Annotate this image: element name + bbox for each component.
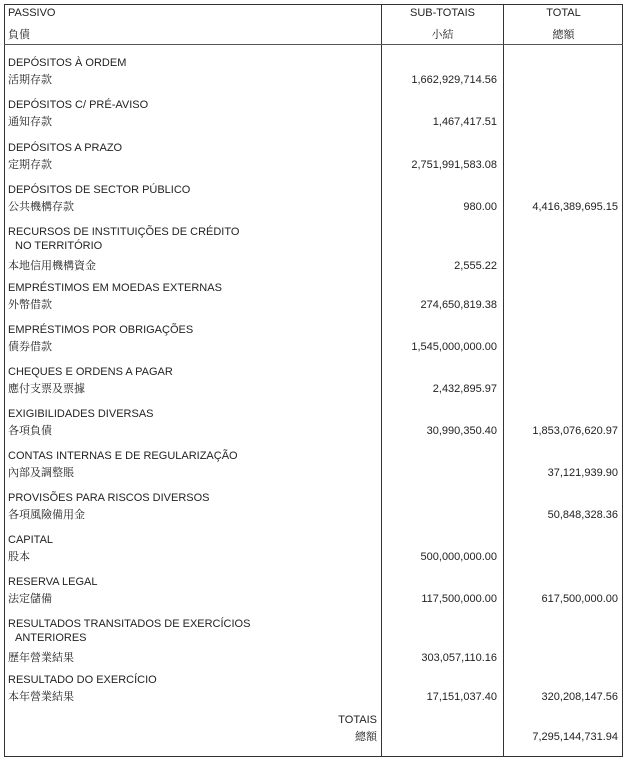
row-label-zh: 活期存款 [8, 74, 52, 86]
row-subtotal: 980.00 [463, 201, 497, 213]
row-label-zh: 各項負債 [8, 425, 52, 437]
balance-sheet-table [4, 4, 623, 757]
row-label: ANTERIORES [15, 632, 87, 644]
row-label: DEPÓSITOS DE SECTOR PÚBLICO [8, 184, 191, 196]
row-subtotal: 274,650,819.38 [420, 299, 497, 311]
row-label: CAPITAL [8, 534, 54, 546]
row-label-zh: 內部及調整賬 [8, 467, 74, 479]
row-total: 1,853,076,620.97 [532, 425, 618, 437]
row-subtotal: 30,990,350.40 [426, 425, 497, 437]
header-passivo: PASSIVO [8, 7, 56, 19]
header-subtotais: SUB-TOTAIS [410, 7, 475, 19]
header-passivo-zh: 負債 [8, 29, 30, 41]
row-label-zh: 外幣借款 [8, 299, 52, 311]
row-label: RESERVA LEGAL [8, 576, 98, 588]
totals-label-zh: 總額 [355, 731, 377, 743]
row-label-zh: 應付支票及票據 [8, 383, 85, 395]
row-subtotal: 1,662,929,714.56 [411, 74, 497, 86]
row-total: 50,848,328.36 [547, 509, 618, 521]
row-subtotal: 117,500,000.00 [421, 593, 497, 605]
row-label-zh: 債券借款 [8, 341, 52, 353]
header-divider [4, 44, 623, 45]
totals-label: TOTAIS [338, 714, 377, 726]
row-label: RESULTADOS TRANSITADOS DE EXERCÍCIOS [8, 618, 251, 630]
row-subtotal: 17,151,037.40 [426, 691, 497, 703]
row-subtotal: 1,467,417.51 [432, 116, 497, 128]
row-label-zh: 各項風險備用金 [8, 509, 85, 521]
row-label-zh: 公共機構存款 [8, 201, 74, 213]
row-subtotal: 2,555.22 [454, 260, 497, 272]
row-label: EMPRÉSTIMOS POR OBRIGAÇÕES [8, 324, 194, 336]
row-subtotal: 500,000,000.00 [420, 551, 497, 563]
row-subtotal: 1,545,000,000.00 [411, 341, 497, 353]
row-total: 617,500,000.00 [541, 593, 618, 605]
row-total: 37,121,939.90 [547, 467, 618, 479]
row-label-zh: 本地信用機構資金 [8, 260, 96, 272]
row-label: RESULTADO DO EXERCÍCIO [8, 674, 157, 686]
row-total: 4,416,389,695.15 [532, 201, 618, 213]
row-subtotal: 2,751,991,583.08 [411, 159, 497, 171]
row-label: CHEQUES E ORDENS A PAGAR [8, 366, 173, 378]
column-divider [503, 4, 504, 757]
row-label: CONTAS INTERNAS E DE REGULARIZAÇÃO [8, 450, 238, 462]
row-label-zh: 本年營業結果 [8, 691, 74, 703]
row-subtotal: 303,057,110.16 [421, 652, 497, 664]
row-total: 320,208,147.56 [541, 691, 618, 703]
row-label: RECURSOS DE INSTITUIÇÕES DE CRÉDITO [8, 226, 240, 238]
header-subtotais-zh: 小結 [431, 29, 454, 41]
row-label: DEPÓSITOS C/ PRÉ-AVISO [8, 99, 149, 111]
header-total-zh: 總額 [552, 29, 575, 41]
row-label-zh: 通知存款 [8, 116, 52, 128]
row-label: DEPÓSITOS A PRAZO [8, 142, 123, 154]
row-label: PROVISÕES PARA RISCOS DIVERSOS [8, 492, 210, 504]
row-label: NO TERRITÓRIO [15, 240, 103, 252]
row-label-zh: 股本 [8, 551, 30, 563]
row-subtotal: 2,432,895.97 [432, 383, 497, 395]
grand-total-value: 7,295,144,731.94 [532, 731, 618, 743]
header-total: TOTAL [546, 7, 581, 19]
row-label-zh: 歷年營業結果 [8, 652, 74, 664]
row-label: EXIGIBILIDADES DIVERSAS [8, 408, 154, 420]
row-label: DEPÓSITOS À ORDEM [8, 57, 127, 69]
row-label-zh: 定期存款 [8, 159, 52, 171]
row-label: EMPRÉSTIMOS EM MOEDAS EXTERNAS [8, 282, 222, 294]
row-label-zh: 法定儲備 [8, 593, 52, 605]
